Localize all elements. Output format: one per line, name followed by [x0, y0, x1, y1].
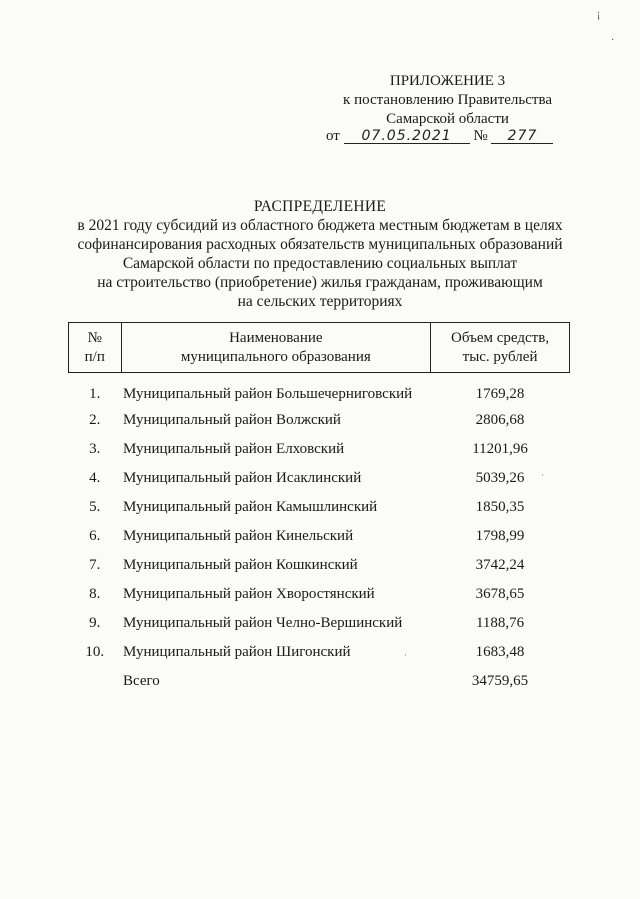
- heading-line: на сельских территориях: [237, 293, 403, 310]
- row-value: 1798,99: [475, 528, 525, 544]
- row-number: 6.: [89, 528, 101, 544]
- row-value: 1850,35: [475, 499, 525, 515]
- row-number: 8.: [89, 586, 101, 602]
- row-number: 3.: [89, 441, 101, 457]
- row-number: 2.: [89, 412, 101, 428]
- header-volume: Объем средств, тыс. рублей: [431, 323, 570, 373]
- row-municipality: Муниципальный район Исаклинский: [123, 470, 362, 486]
- table-row: [69, 373, 570, 407]
- row-number: 5.: [89, 499, 101, 515]
- row-value: 3742,24: [475, 557, 525, 573]
- scan-speck: ·: [541, 470, 544, 480]
- scan-speck: ·: [404, 650, 407, 660]
- row-municipality: Муниципальный район Большечерниговский: [123, 386, 413, 402]
- decree-date-handwritten: 07.05.2021: [344, 129, 470, 144]
- heading-title: РАСПРЕДЕЛЕНИЕ: [253, 198, 387, 215]
- scan-speck: ¡: [597, 9, 601, 20]
- appendix-line-2: Самарской области: [386, 111, 509, 127]
- heading-line: в 2021 году субсидий из областного бюджета местным бюджетам в целях: [77, 217, 563, 234]
- table-row: [69, 464, 570, 493]
- row-municipality: Муниципальный район Кошкинский: [123, 557, 358, 573]
- row-municipality: Муниципальный район Кинельский: [123, 528, 354, 544]
- row-number: 4.: [89, 470, 101, 486]
- row-value: 2806,68: [475, 412, 525, 428]
- number-prefix: №: [473, 128, 488, 144]
- appendix-line-1: к постановлению Правительства: [343, 92, 552, 108]
- heading-line: софинансирования расходных обязательств муниципальных образований: [77, 236, 563, 253]
- total-label: Всего: [123, 673, 160, 689]
- row-number: 9.: [89, 615, 101, 631]
- table-row: [69, 551, 570, 580]
- appendix-title: ПРИЛОЖЕНИЕ 3: [389, 73, 506, 89]
- date-prefix: от: [326, 128, 340, 144]
- header-number: № п/п: [69, 323, 122, 373]
- row-value: 1188,76: [475, 615, 525, 631]
- decree-date-number-row: [326, 128, 553, 145]
- row-number: 10.: [85, 644, 105, 660]
- row-municipality: Муниципальный район Челно-Вершинский: [123, 615, 403, 631]
- row-municipality: Муниципальный район Хворостянский: [123, 586, 375, 602]
- appendix-block: [343, 72, 552, 129]
- table-row: [69, 493, 570, 522]
- table-row: [69, 609, 570, 638]
- row-number: 1.: [89, 386, 101, 402]
- decree-number-handwritten: 277: [491, 129, 553, 144]
- total-value: 34759,65: [471, 673, 529, 689]
- row-value: 11201,96: [472, 441, 528, 457]
- row-number: 7.: [89, 557, 101, 573]
- row-municipality: Муниципальный район Волжский: [123, 412, 341, 428]
- document-heading: [60, 197, 580, 311]
- scan-speck: ·: [611, 35, 615, 46]
- header-municipality: Наименование муниципального образования: [121, 323, 431, 373]
- row-value: 3678,65: [475, 586, 525, 602]
- row-municipality: Муниципальный район Елховский: [123, 441, 345, 457]
- row-value: 5039,26: [475, 470, 525, 486]
- row-municipality: Муниципальный район Шигонский: [123, 644, 351, 660]
- table-total-row: [69, 667, 570, 696]
- heading-line: Самарской области по предоставлению социальных выплат: [122, 255, 518, 272]
- table-row: [69, 638, 570, 667]
- table-header-row: [69, 323, 570, 373]
- row-value: 1769,28: [475, 386, 525, 402]
- table-row: [69, 435, 570, 464]
- table-row: [69, 580, 570, 609]
- distribution-table: [68, 322, 570, 696]
- row-municipality: Муниципальный район Камышлинский: [123, 499, 378, 515]
- total-number-cell: [69, 667, 122, 696]
- table-row: [69, 522, 570, 551]
- heading-line: на строительство (приобретение) жилья гражданам, проживающим: [97, 274, 543, 291]
- row-value: 1683,48: [475, 644, 525, 660]
- table-row: [69, 406, 570, 435]
